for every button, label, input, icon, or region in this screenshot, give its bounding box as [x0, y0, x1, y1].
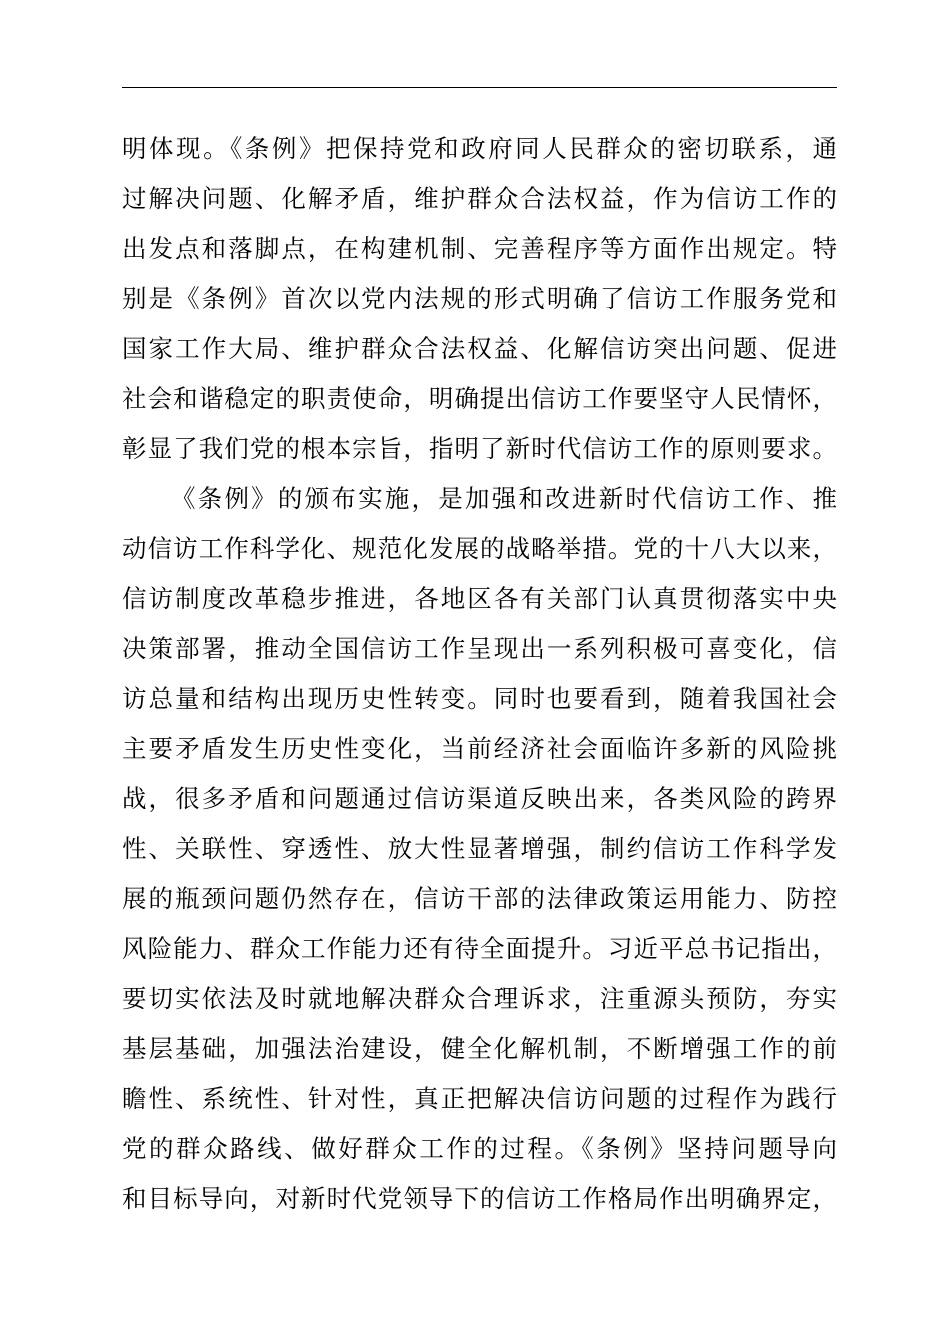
text-line: 党的群众路线、做好群众工作的过程。《条例》坚持问题导向: [122, 1134, 840, 1163]
text-line: 明体现。《条例》把保持党和政府同人民群众的密切联系，通: [122, 134, 840, 163]
text-line: 彰显了我们党的根本宗旨，指明了新时代信访工作的原则要求。: [122, 434, 839, 463]
text-line: 性、关联性、穿透性、放大性显著增强，制约信访工作科学发: [122, 834, 840, 863]
text-line: 《条例》的颁布实施，是加强和改进新时代信访工作、推: [171, 484, 840, 513]
text-line: 动信访工作科学化、规范化发展的战略举措。党的十八大以来，: [122, 534, 839, 563]
header-rule: [122, 87, 837, 88]
paragraph: [122, 124, 882, 474]
document-body: [122, 124, 882, 1224]
paragraph: [122, 474, 882, 1224]
text-line: 要切实依法及时就地解决群众合理诉求，注重源头预防，夯实: [122, 984, 840, 1013]
text-line: 过解决问题、化解矛盾，维护群众合法权益，作为信访工作的: [122, 184, 840, 213]
text-line: 信访制度改革稳步推进，各地区各有关部门认真贯彻落实中央: [122, 584, 840, 613]
text-line: 决策部署，推动全国信访工作呈现出一系列积极可喜变化，信: [122, 634, 840, 663]
text-line: 访总量和结构出现历史性转变。同时也要看到，随着我国社会: [122, 684, 840, 713]
text-line: 社会和谐稳定的职责使命，明确提出信访工作要坚守人民情怀，: [122, 384, 839, 413]
text-line: 瞻性、系统性、针对性，真正把解决信访问题的过程作为践行: [122, 1084, 840, 1113]
text-line: 战，很多矛盾和问题通过信访渠道反映出来，各类风险的跨界: [122, 784, 840, 813]
text-line: 风险能力、群众工作能力还有待全面提升。习近平总书记指出，: [122, 934, 839, 963]
text-line: 和目标导向，对新时代党领导下的信访工作格局作出明确界定，: [122, 1184, 839, 1213]
text-line: 国家工作大局、维护群众合法权益、化解信访突出问题、促进: [122, 334, 840, 363]
text-line: 主要矛盾发生历史性变化，当前经济社会面临许多新的风险挑: [122, 734, 840, 763]
text-line: 别是《条例》首次以党内法规的形式明确了信访工作服务党和: [122, 284, 840, 313]
text-line: 展的瓶颈问题仍然存在，信访干部的法律政策运用能力、防控: [122, 884, 840, 913]
text-line: 出发点和落脚点，在构建机制、完善程序等方面作出规定。特: [122, 234, 840, 263]
text-line: 基层基础，加强法治建设，健全化解机制，不断增强工作的前: [122, 1034, 840, 1063]
